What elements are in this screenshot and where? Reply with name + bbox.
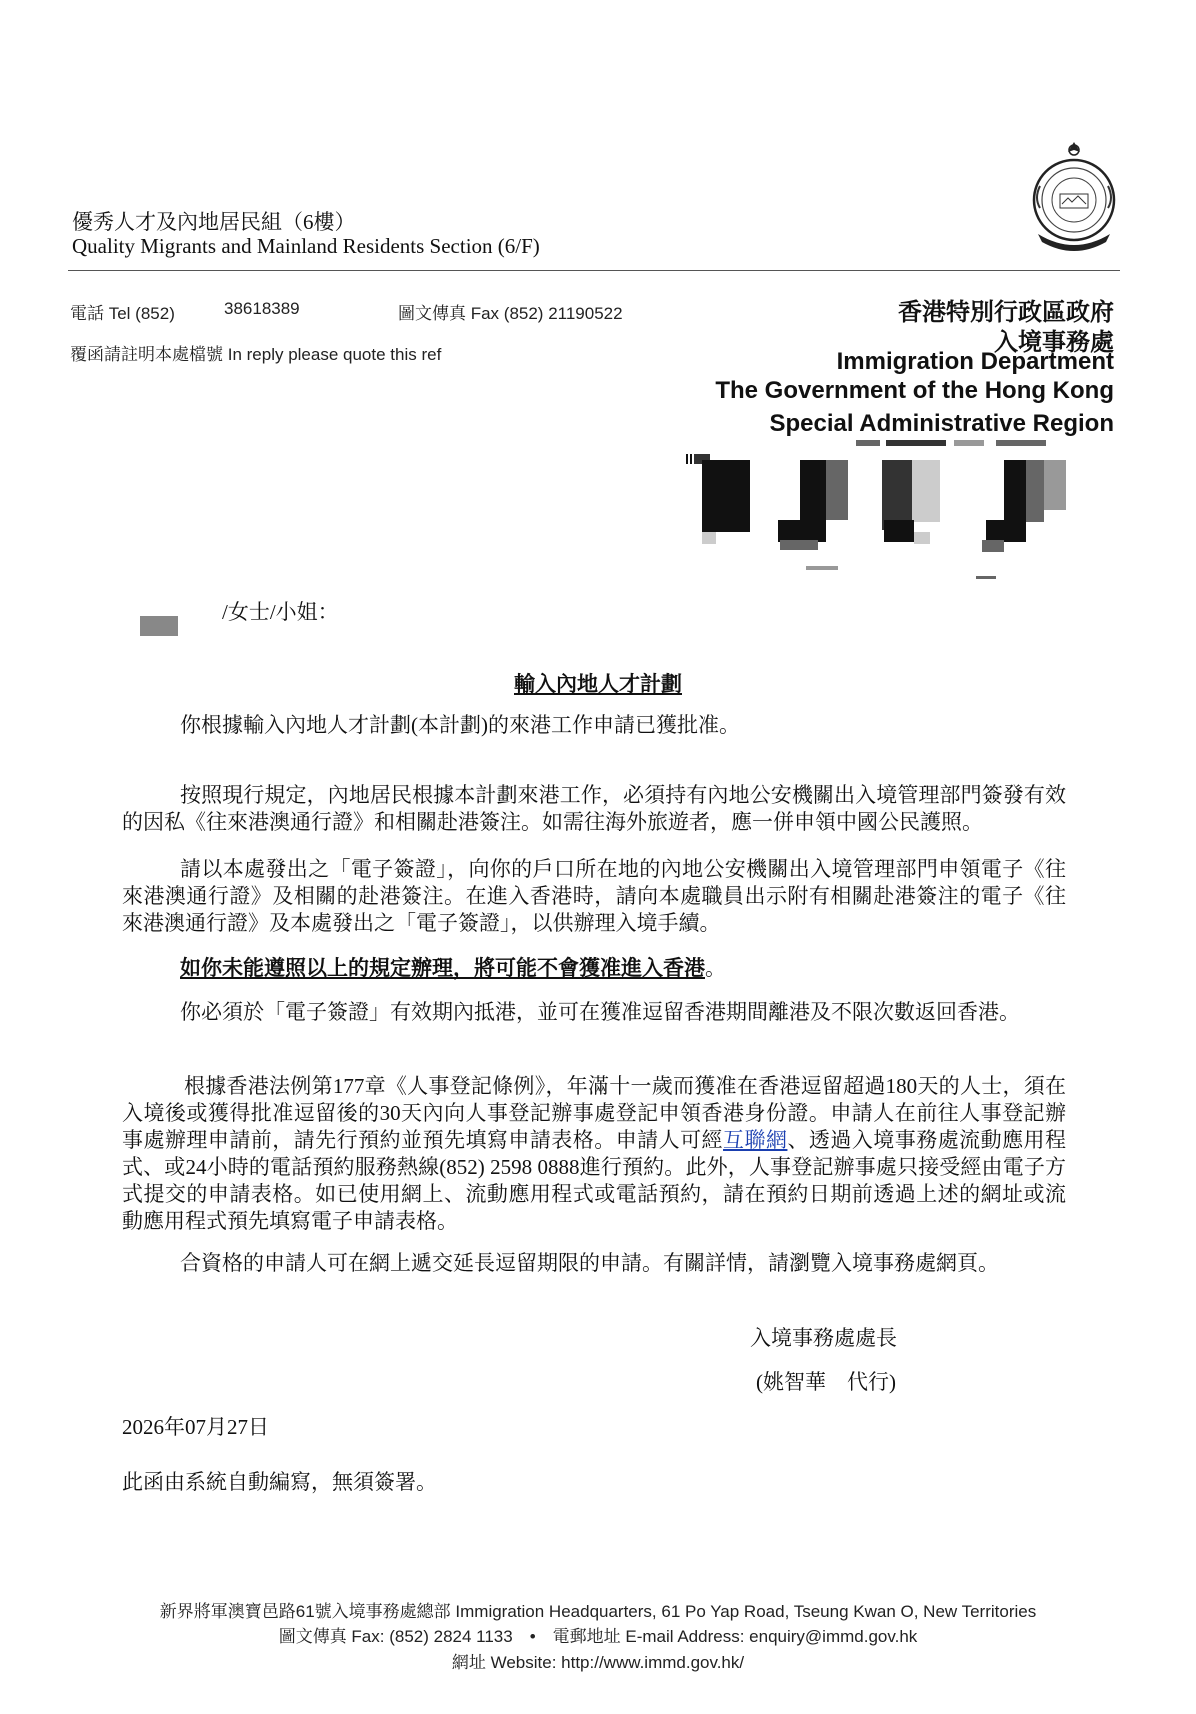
department-name-zh-line2: 入境事務處 (994, 329, 1114, 356)
header-divider (68, 270, 1120, 271)
redacted-addressee-name (140, 616, 178, 636)
signatory-name: (姚智華 代行) (756, 1370, 896, 1394)
section-name-en: Quality Migrants and Mainland Residents Section (6/F) (72, 234, 540, 258)
footer-contact: 圖文傳真 Fax: (852) 2824 1133 • 電郵地址 E-mail Address: enquiry@immd.gov.hk (278, 1627, 918, 1646)
signatory-title: 入境事務處處長 (750, 1326, 897, 1350)
department-name-en-line3: Special Administrative Region (769, 410, 1114, 437)
reference-label: 覆函請註明本處檔號 In reply please quote this ref (70, 345, 442, 364)
paragraph-identity-card (122, 1073, 1066, 1235)
paragraph-e-visa: 請以本處發出之「電子簽證」，向你的戶口所在地的內地公安機關出入境管理部門申領電子《往來港澳通行證》及相關的赴港簽注。在進入香港時，請向本處職員出示附有相關赴港簽注的電子《往來港澳通行證》及本處發出之「電子簽證」，以供辦理入境手續。 (122, 857, 1066, 935)
department-name-en-line2: The Government of the Hong Kong (715, 377, 1114, 404)
footer-address: 新界將軍澳寶邑路61號入境事務處總部 Immigration Headquarters, 61 Po Yap Road, Tseung Kwan O, New Territories (159, 1602, 1037, 1621)
letter-date: 2026年07月27日 (122, 1415, 269, 1439)
paragraph-travel-permit: 按照現行規定，內地居民根據本計劃來港工作，必須持有內地公安機關出入境管理部門簽發有效的因私《往來港澳通行證》和相關赴港簽注。如需往海外旅遊者，應一併申領中國公民護照。 (122, 783, 1066, 834)
fax-label: 圖文傳真 Fax (852) 21190522 (398, 304, 623, 323)
scheme-title: 輸入內地人才計劃 (514, 672, 682, 696)
warning-text: 如你未能遵照以上的規定辦理，將可能不會獲准進入香港 (180, 956, 705, 980)
internet-link[interactable]: 互聯網 (723, 1128, 788, 1152)
department-name-en-line1: Immigration Department (836, 348, 1114, 375)
section-name-zh: 優秀人才及內地居民組（6樓） (72, 210, 356, 234)
paragraph-extension: 合資格的申請人可在網上遞交延長逗留期限的申請。有關詳情，請瀏覽入境事務處網頁。 (180, 1251, 999, 1275)
tel-number: 38618389 (224, 299, 300, 318)
tel-label: 電話 Tel (852) (70, 304, 175, 323)
redacted-reference-block (686, 440, 1086, 580)
paragraph-warning (122, 955, 1066, 982)
footer-website: 網址 Website: http://www.immd.gov.hk/ (451, 1653, 745, 1672)
salutation: /女士/小姐： (222, 600, 339, 624)
paragraph-identity-card-part2: 、透過入境事務處流動應用程式、或24小時的電話預約服務熱線(852) 2598 0888進行預約。此外，人事登記辦事處只接受經由電子方式提交的申請表格。如已使用網上、流動應用程式或電話預約，請在預約日期前透過上述的網址或流動應用程式預先填寫電子申請表格。 (122, 1128, 1067, 1233)
department-name-zh-line1: 香港特別行政區政府 (898, 299, 1114, 326)
paragraph-approval: 你根據輸入內地人才計劃(本計劃)的來港工作申請已獲批准。 (180, 713, 740, 737)
auto-generated-note: 此函由系統自動編寫，無須簽署。 (122, 1470, 437, 1494)
paragraph-identity-card-part1: 根據香港法例第177章《人事登記條例》，年滿十一歲而獲准在香港逗留超過180天的人士，須在入境後或獲得批准逗留後的30天內向人事登記辦事處登記申領香港身份證。申請人在前往人事登記辦事處辦理申請前，請先行預約並預先填寫申請表格。申請人可經 (122, 1074, 1066, 1152)
paragraph-validity: 你必須於「電子簽證」有效期內抵港，並可在獲准逗留香港期間離港及不限次數返回香港。 (180, 1000, 1020, 1024)
crest-emblem-icon (1024, 138, 1124, 256)
warning-end: 。 (705, 956, 726, 980)
